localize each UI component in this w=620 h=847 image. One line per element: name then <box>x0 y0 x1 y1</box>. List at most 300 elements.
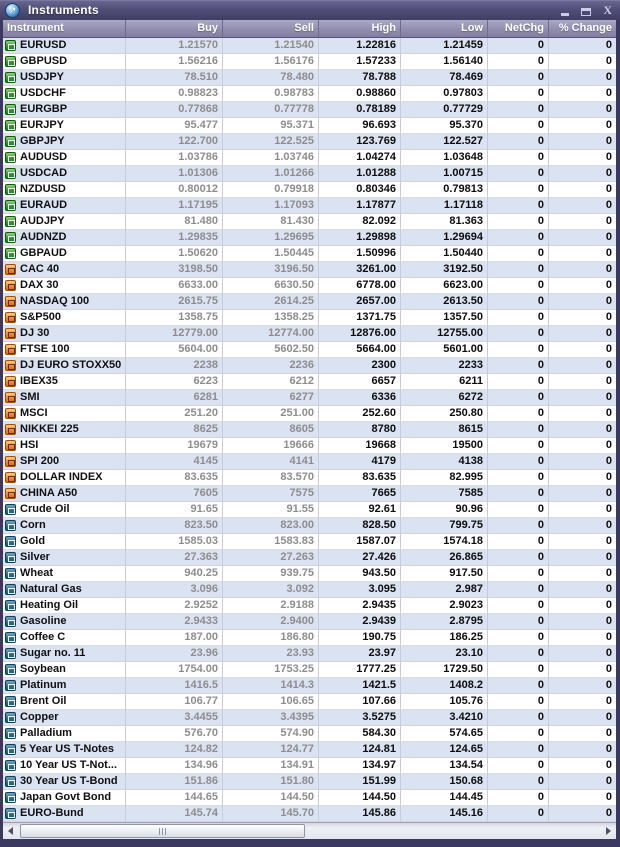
netchg-cell: 0 <box>488 422 549 438</box>
buy-cell[interactable]: 23.96 <box>126 646 223 662</box>
buy-cell[interactable]: 2.9433 <box>126 614 223 630</box>
sell-cell[interactable]: 122.525 <box>223 134 319 150</box>
buy-cell[interactable]: 12779.00 <box>126 326 223 342</box>
sell-cell[interactable]: 1.03746 <box>223 150 319 166</box>
commodity-instrument-icon <box>5 744 16 755</box>
table-row[interactable] <box>3 246 616 262</box>
netchg-cell: 0 <box>488 310 549 326</box>
table-row[interactable] <box>3 54 616 70</box>
instrument-name: FTSE 100 <box>20 343 70 355</box>
buy-cell[interactable]: 1.56216 <box>126 54 223 70</box>
column-header-high[interactable]: High <box>319 20 401 38</box>
sell-cell[interactable]: 83.570 <box>223 470 319 486</box>
sell-cell[interactable]: 3.092 <box>223 582 319 598</box>
instrument-cell <box>3 694 126 710</box>
buy-cell[interactable]: 122.700 <box>126 134 223 150</box>
buy-cell[interactable]: 3.096 <box>126 582 223 598</box>
buy-cell[interactable]: 6223 <box>126 374 223 390</box>
instrument-name: EURAUD <box>20 199 68 211</box>
table-row[interactable] <box>3 70 616 86</box>
instrument-name: Wheat <box>20 567 53 579</box>
low-cell: 1357.50 <box>401 310 488 326</box>
forex-instrument-icon <box>5 104 16 115</box>
instrument-name: SPI 200 <box>20 455 60 467</box>
table-row[interactable] <box>3 310 616 326</box>
buy-cell[interactable]: 6633.00 <box>126 278 223 294</box>
pct-change-cell: 0 <box>549 182 616 198</box>
high-cell: 2.9439 <box>319 614 401 630</box>
table-row[interactable] <box>3 646 616 662</box>
sell-cell[interactable]: 6630.50 <box>223 278 319 294</box>
netchg-cell: 0 <box>488 198 549 214</box>
sell-cell[interactable]: 151.80 <box>223 774 319 790</box>
sell-cell[interactable]: 3196.50 <box>223 262 319 278</box>
pct-change-cell: 0 <box>549 278 616 294</box>
instrument-cell <box>3 550 126 566</box>
buy-cell[interactable]: 251.20 <box>126 406 223 422</box>
pct-change-cell: 0 <box>549 502 616 518</box>
commodity-instrument-icon <box>5 760 16 771</box>
table-row[interactable] <box>3 470 616 486</box>
buy-cell[interactable]: 19679 <box>126 438 223 454</box>
title-bar[interactable] <box>0 0 620 20</box>
instrument-name: CHINA A50 <box>20 487 78 499</box>
instrument-cell <box>3 342 126 358</box>
low-cell: 1.00715 <box>401 166 488 182</box>
netchg-cell: 0 <box>488 790 549 806</box>
sell-cell[interactable]: 939.75 <box>223 566 319 582</box>
low-cell: 1729.50 <box>401 662 488 678</box>
pct-change-cell: 0 <box>549 678 616 694</box>
commodity-instrument-icon <box>5 696 16 707</box>
table-row[interactable] <box>3 758 616 774</box>
buy-cell[interactable]: 1.50620 <box>126 246 223 262</box>
buy-cell[interactable]: 3198.50 <box>126 262 223 278</box>
table-row[interactable] <box>3 294 616 310</box>
high-cell: 584.30 <box>319 726 401 742</box>
sell-cell[interactable]: 1.29695 <box>223 230 319 246</box>
sell-cell[interactable]: 0.79918 <box>223 182 319 198</box>
close-icon[interactable]: X <box>603 3 612 17</box>
netchg-cell: 0 <box>488 374 549 390</box>
sell-cell[interactable]: 1.50445 <box>223 246 319 262</box>
sell-cell[interactable]: 0.98783 <box>223 86 319 102</box>
low-cell: 2613.50 <box>401 294 488 310</box>
high-cell: 7665 <box>319 486 401 502</box>
table-row[interactable] <box>3 598 616 614</box>
sell-cell[interactable]: 1583.83 <box>223 534 319 550</box>
buy-cell[interactable]: 2615.75 <box>126 294 223 310</box>
netchg-cell: 0 <box>488 54 549 70</box>
buy-cell[interactable]: 2.9252 <box>126 598 223 614</box>
high-cell: 1421.5 <box>319 678 401 694</box>
instrument-cell <box>3 54 126 70</box>
high-cell: 78.788 <box>319 70 401 86</box>
high-cell: 144.50 <box>319 790 401 806</box>
table-row[interactable] <box>3 790 616 806</box>
instrument-name: GBPAUD <box>20 247 67 259</box>
scroll-right-arrow-icon[interactable] <box>601 823 616 839</box>
buy-cell[interactable]: 1.17195 <box>126 198 223 214</box>
netchg-cell: 0 <box>488 502 549 518</box>
netchg-cell: 0 <box>488 614 549 630</box>
instrument-name: AUDUSD <box>20 151 68 163</box>
buy-cell[interactable]: 7605 <box>126 486 223 502</box>
buy-cell[interactable]: 2238 <box>126 358 223 374</box>
instrument-name: USDCAD <box>20 167 68 179</box>
pct-change-cell: 0 <box>549 54 616 70</box>
table-row[interactable] <box>3 630 616 646</box>
buy-cell[interactable]: 0.80012 <box>126 182 223 198</box>
table-row[interactable] <box>3 806 616 822</box>
netchg-cell: 0 <box>488 166 549 182</box>
buy-cell[interactable]: 6281 <box>126 390 223 406</box>
column-header-buy[interactable]: Buy <box>126 20 223 38</box>
low-cell: 82.995 <box>401 470 488 486</box>
column-header-low[interactable]: Low <box>401 20 488 38</box>
sell-cell[interactable]: 78.480 <box>223 70 319 86</box>
sell-cell[interactable]: 23.93 <box>223 646 319 662</box>
buy-cell[interactable]: 1.03786 <box>126 150 223 166</box>
instrument-cell <box>3 390 126 406</box>
table-row[interactable] <box>3 326 616 342</box>
table-row[interactable] <box>3 486 616 502</box>
sell-cell[interactable]: 124.77 <box>223 742 319 758</box>
high-cell: 82.092 <box>319 214 401 230</box>
commodity-instrument-icon <box>5 792 16 803</box>
netchg-cell: 0 <box>488 262 549 278</box>
pct-change-cell: 0 <box>549 758 616 774</box>
table-row[interactable] <box>3 742 616 758</box>
buy-cell[interactable]: 823.50 <box>126 518 223 534</box>
high-cell: 5664.00 <box>319 342 401 358</box>
instrument-cell <box>3 70 126 86</box>
sell-cell[interactable]: 6277 <box>223 390 319 406</box>
netchg-cell: 0 <box>488 806 549 822</box>
instrument-name: Soybean <box>20 663 66 675</box>
pct-change-cell: 0 <box>549 166 616 182</box>
low-cell: 2.9023 <box>401 598 488 614</box>
table-row[interactable] <box>3 262 616 278</box>
low-cell: 12755.00 <box>401 326 488 342</box>
high-cell: 4179 <box>319 454 401 470</box>
table-row[interactable] <box>3 566 616 582</box>
instrument-cell <box>3 134 126 150</box>
netchg-cell: 0 <box>488 118 549 134</box>
instrument-name: NASDAQ 100 <box>20 295 90 307</box>
table-row[interactable] <box>3 438 616 454</box>
instrument-name: GBPJPY <box>20 135 65 147</box>
minimize-icon[interactable] <box>561 4 569 16</box>
buy-cell[interactable]: 1416.5 <box>126 678 223 694</box>
low-cell: 1574.18 <box>401 534 488 550</box>
buy-cell[interactable]: 124.82 <box>126 742 223 758</box>
sell-cell[interactable]: 134.91 <box>223 758 319 774</box>
low-cell: 6272 <box>401 390 488 406</box>
sell-cell[interactable]: 145.70 <box>223 806 319 822</box>
table-row[interactable] <box>3 86 616 102</box>
netchg-cell: 0 <box>488 630 549 646</box>
low-cell: 2.987 <box>401 582 488 598</box>
maximize-icon[interactable] <box>581 4 591 16</box>
table-row[interactable] <box>3 726 616 742</box>
pct-change-cell: 0 <box>549 70 616 86</box>
horizontal-scrollbar[interactable] <box>3 822 616 839</box>
netchg-cell: 0 <box>488 678 549 694</box>
table-row[interactable] <box>3 502 616 518</box>
sell-cell[interactable]: 3.4395 <box>223 710 319 726</box>
low-cell: 81.363 <box>401 214 488 230</box>
scroll-left-arrow-icon[interactable] <box>3 823 18 839</box>
buy-cell[interactable]: 8625 <box>126 422 223 438</box>
instrument-name: Platinum <box>20 679 67 691</box>
high-cell: 2300 <box>319 358 401 374</box>
table-row[interactable] <box>3 150 616 166</box>
buy-cell[interactable]: 187.00 <box>126 630 223 646</box>
buy-cell[interactable]: 4145 <box>126 454 223 470</box>
buy-cell[interactable]: 5604.00 <box>126 342 223 358</box>
buy-cell[interactable]: 1585.03 <box>126 534 223 550</box>
sell-cell[interactable]: 2614.25 <box>223 294 319 310</box>
instrument-name: HSI <box>20 439 39 451</box>
netchg-cell: 0 <box>488 182 549 198</box>
table-row[interactable] <box>3 358 616 374</box>
pct-change-cell: 0 <box>549 454 616 470</box>
pct-change-cell: 0 <box>549 486 616 502</box>
sell-cell[interactable]: 823.00 <box>223 518 319 534</box>
table-row[interactable] <box>3 390 616 406</box>
table-row[interactable] <box>3 694 616 710</box>
sell-cell[interactable]: 1414.3 <box>223 678 319 694</box>
buy-cell[interactable]: 1.01306 <box>126 166 223 182</box>
sell-cell[interactable]: 1358.25 <box>223 310 319 326</box>
instrument-cell <box>3 630 126 646</box>
buy-cell[interactable]: 3.4455 <box>126 710 223 726</box>
netchg-cell: 0 <box>488 102 549 118</box>
table-row[interactable] <box>3 582 616 598</box>
pct-change-cell: 0 <box>549 646 616 662</box>
low-cell: 122.527 <box>401 134 488 150</box>
sell-cell[interactable]: 251.00 <box>223 406 319 422</box>
buy-cell[interactable]: 940.25 <box>126 566 223 582</box>
window-title: Instruments <box>28 3 99 17</box>
buy-cell[interactable]: 81.480 <box>126 214 223 230</box>
buy-cell[interactable]: 83.635 <box>126 470 223 486</box>
table-row[interactable] <box>3 118 616 134</box>
buy-cell[interactable]: 1754.00 <box>126 662 223 678</box>
high-cell: 1587.07 <box>319 534 401 550</box>
netchg-cell: 0 <box>488 726 549 742</box>
column-header-netchg[interactable]: NetChg <box>488 20 549 38</box>
high-cell: 943.50 <box>319 566 401 582</box>
buy-cell[interactable]: 1.29835 <box>126 230 223 246</box>
buy-cell[interactable]: 1358.75 <box>126 310 223 326</box>
high-cell: 190.75 <box>319 630 401 646</box>
table-row[interactable] <box>3 422 616 438</box>
sell-cell[interactable]: 8605 <box>223 422 319 438</box>
sell-cell[interactable]: 1.17093 <box>223 198 319 214</box>
table-row[interactable] <box>3 534 616 550</box>
sell-cell[interactable]: 1.21540 <box>223 38 319 54</box>
low-cell: 0.79813 <box>401 182 488 198</box>
pct-change-cell: 0 <box>549 294 616 310</box>
instrument-name: NZDUSD <box>20 183 66 195</box>
instrument-name: Natural Gas <box>20 583 82 595</box>
buy-cell[interactable]: 91.65 <box>126 502 223 518</box>
table-row[interactable] <box>3 454 616 470</box>
high-cell: 23.97 <box>319 646 401 662</box>
sell-cell[interactable]: 27.263 <box>223 550 319 566</box>
netchg-cell: 0 <box>488 38 549 54</box>
buy-cell[interactable]: 106.77 <box>126 694 223 710</box>
column-header-pct-change[interactable]: % Change <box>549 20 616 38</box>
netchg-cell: 0 <box>488 278 549 294</box>
pct-change-cell: 0 <box>549 742 616 758</box>
pct-change-cell: 0 <box>549 662 616 678</box>
table-row[interactable] <box>3 214 616 230</box>
sell-cell[interactable]: 574.90 <box>223 726 319 742</box>
table-row[interactable] <box>3 278 616 294</box>
scrollbar-thumb[interactable] <box>20 824 305 838</box>
index-instrument-icon <box>5 456 16 467</box>
forex-instrument-icon <box>5 152 16 163</box>
low-cell: 574.65 <box>401 726 488 742</box>
instrument-cell <box>3 310 126 326</box>
commodity-instrument-icon <box>5 552 16 563</box>
pct-change-cell: 0 <box>549 598 616 614</box>
instrument-name: DOLLAR INDEX <box>20 471 103 483</box>
high-cell: 3.5275 <box>319 710 401 726</box>
table-row[interactable] <box>3 550 616 566</box>
instrument-name: Crude Oil <box>20 503 70 515</box>
table-row[interactable] <box>3 182 616 198</box>
instruments-table <box>3 20 616 839</box>
netchg-cell: 0 <box>488 758 549 774</box>
table-row[interactable] <box>3 406 616 422</box>
commodity-instrument-icon <box>5 584 16 595</box>
sell-cell[interactable]: 5602.50 <box>223 342 319 358</box>
instrument-cell <box>3 534 126 550</box>
buy-cell[interactable]: 145.74 <box>126 806 223 822</box>
pct-change-cell: 0 <box>549 374 616 390</box>
sell-cell[interactable]: 4141 <box>223 454 319 470</box>
table-row[interactable] <box>3 134 616 150</box>
high-cell: 123.769 <box>319 134 401 150</box>
commodity-instrument-icon <box>5 776 16 787</box>
instrument-name: S&P500 <box>20 311 61 323</box>
table-header-row <box>3 20 616 38</box>
sell-cell[interactable]: 19666 <box>223 438 319 454</box>
sell-cell[interactable]: 1753.25 <box>223 662 319 678</box>
buy-cell[interactable]: 1.21570 <box>126 38 223 54</box>
netchg-cell: 0 <box>488 214 549 230</box>
table-row[interactable] <box>3 518 616 534</box>
sell-cell[interactable]: 12774.00 <box>223 326 319 342</box>
buy-cell[interactable]: 0.77868 <box>126 102 223 118</box>
high-cell: 1.01288 <box>319 166 401 182</box>
buy-cell[interactable]: 78.510 <box>126 70 223 86</box>
table-row[interactable] <box>3 662 616 678</box>
table-row[interactable] <box>3 614 616 630</box>
pct-change-cell: 0 <box>549 390 616 406</box>
buy-cell[interactable]: 576.70 <box>126 726 223 742</box>
high-cell: 828.50 <box>319 518 401 534</box>
instrument-cell <box>3 358 126 374</box>
instrument-cell <box>3 278 126 294</box>
high-cell: 1777.25 <box>319 662 401 678</box>
instrument-name: USDCHF <box>20 87 66 99</box>
low-cell: 1408.2 <box>401 678 488 694</box>
sell-cell[interactable]: 0.77778 <box>223 102 319 118</box>
sell-cell[interactable]: 106.65 <box>223 694 319 710</box>
table-row[interactable] <box>3 102 616 118</box>
low-cell: 4138 <box>401 454 488 470</box>
buy-cell[interactable]: 134.96 <box>126 758 223 774</box>
instrument-cell <box>3 566 126 582</box>
sell-cell[interactable]: 6212 <box>223 374 319 390</box>
low-cell: 250.80 <box>401 406 488 422</box>
instrument-cell <box>3 326 126 342</box>
sell-cell[interactable]: 95.371 <box>223 118 319 134</box>
sell-cell[interactable]: 186.80 <box>223 630 319 646</box>
buy-cell[interactable]: 0.98823 <box>126 86 223 102</box>
buy-cell[interactable]: 27.363 <box>126 550 223 566</box>
instrument-cell <box>3 230 126 246</box>
instrument-cell <box>3 246 126 262</box>
instrument-name: Corn <box>20 519 46 531</box>
netchg-cell: 0 <box>488 518 549 534</box>
table-row[interactable] <box>3 38 616 54</box>
sell-cell[interactable]: 81.430 <box>223 214 319 230</box>
table-row[interactable] <box>3 166 616 182</box>
pct-change-cell: 0 <box>549 614 616 630</box>
high-cell: 0.80346 <box>319 182 401 198</box>
sell-cell[interactable]: 2236 <box>223 358 319 374</box>
sell-cell[interactable]: 7575 <box>223 486 319 502</box>
pct-change-cell: 0 <box>549 790 616 806</box>
high-cell: 6336 <box>319 390 401 406</box>
buy-cell[interactable]: 144.65 <box>126 790 223 806</box>
forex-instrument-icon <box>5 120 16 131</box>
netchg-cell: 0 <box>488 534 549 550</box>
instrument-name: Palladium <box>20 727 72 739</box>
table-row[interactable] <box>3 774 616 790</box>
sell-cell[interactable]: 1.01266 <box>223 166 319 182</box>
instrument-cell <box>3 166 126 182</box>
sell-cell[interactable]: 91.55 <box>223 502 319 518</box>
table-row[interactable] <box>3 710 616 726</box>
buy-cell[interactable]: 95.477 <box>126 118 223 134</box>
buy-cell[interactable]: 151.86 <box>126 774 223 790</box>
high-cell: 19668 <box>319 438 401 454</box>
column-header-instrument[interactable]: Instrument <box>3 20 126 38</box>
commodity-instrument-icon <box>5 616 16 627</box>
sell-cell[interactable]: 2.9188 <box>223 598 319 614</box>
sell-cell[interactable]: 2.9400 <box>223 614 319 630</box>
table-row[interactable] <box>3 198 616 214</box>
forex-instrument-icon <box>5 216 16 227</box>
table-row[interactable] <box>3 342 616 358</box>
instrument-cell <box>3 86 126 102</box>
table-row[interactable] <box>3 678 616 694</box>
netchg-cell: 0 <box>488 358 549 374</box>
column-header-sell[interactable]: Sell <box>223 20 319 38</box>
table-row[interactable] <box>3 230 616 246</box>
sell-cell[interactable]: 144.50 <box>223 790 319 806</box>
sell-cell[interactable]: 1.56176 <box>223 54 319 70</box>
pct-change-cell: 0 <box>549 86 616 102</box>
table-row[interactable] <box>3 374 616 390</box>
